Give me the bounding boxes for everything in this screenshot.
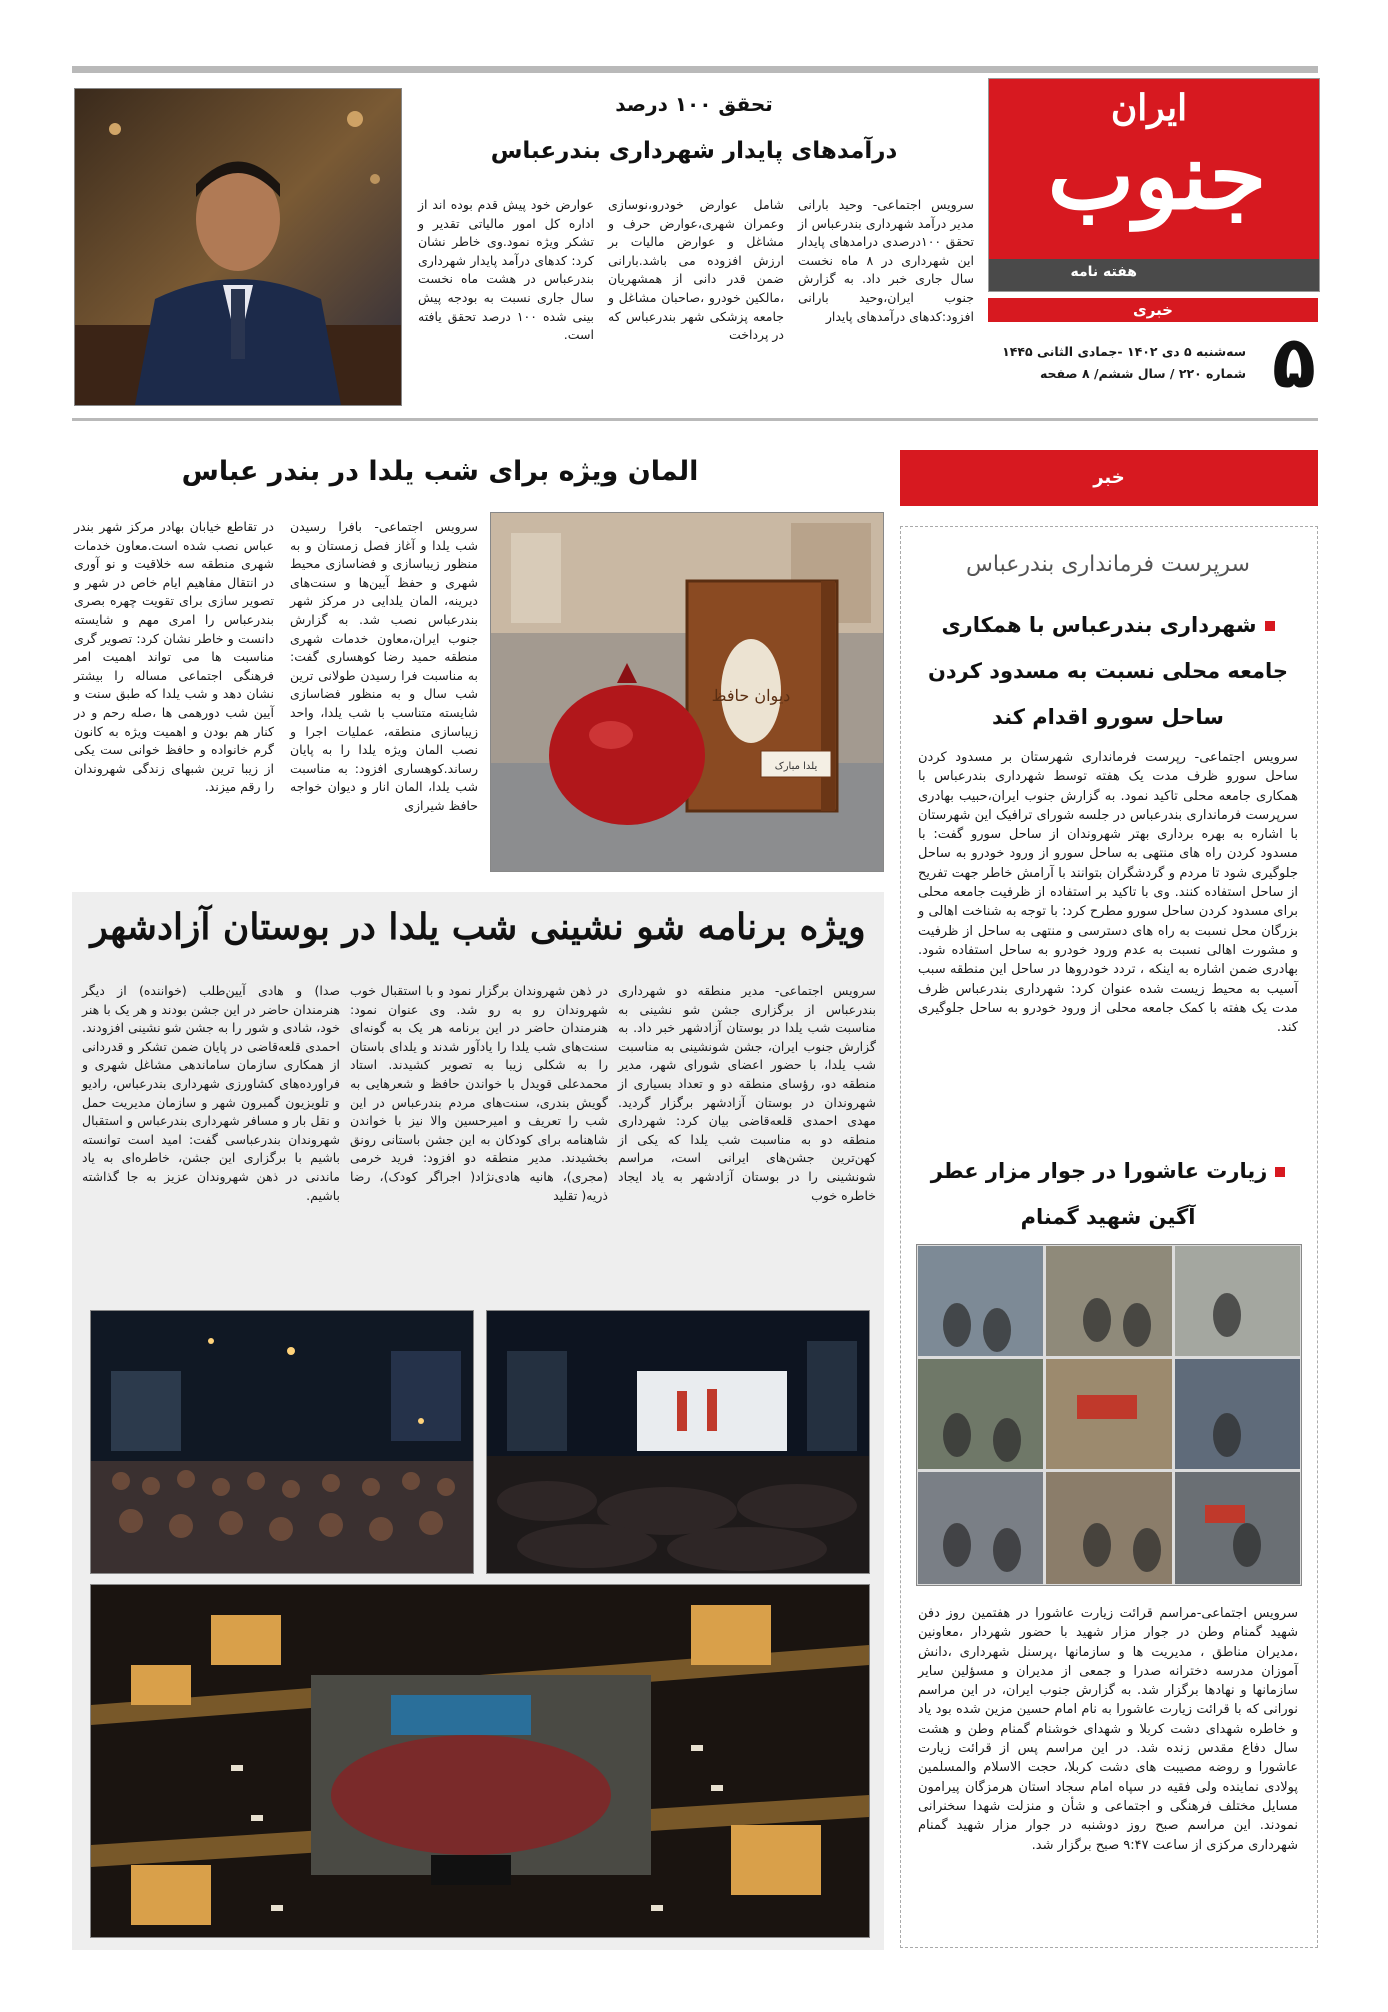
top-divider [72,418,1318,421]
masthead-logo: جنوب [1047,122,1267,230]
top-story-headline: درآمدهای پایدار شهرداری بندرعباس [490,138,898,164]
story1-headline [910,602,1306,740]
yalda-program-col3: صدا) و هادی آیین‌طلب (خواننده) از دیگر هنرمندان حاضر در این جشن بودند و هر یک با هنر خود، شادی و شور را به جشن شو نشینی افزودند. احمدی قلعه‌قاضی در پایان ضمن تشکر و قدردانی از همکاری سازمان ساماندهی مشاغل شهری و فراورده‌های کشاورزی شهرداری بندرعباس، رادیو و تلویزیون گمبرون شهر و سازمان مدیریت حمل و نقل بار و مسافر شهرداری بندرعباس و استقبال شهروندان بندرعباسی گفت: امید است توانسته باشیم با برگزاری این جشن، خاطره‌ای به یاد ماندنی در ذهن شهروندان عزیز به جا گذاشته باشیم. [82,983,340,1203]
weekly-label: هفته نامه [1070,264,1137,280]
weekly-label-bar [989,259,1319,291]
top-story-col1: سرویس اجتماعی- وحید بارانی مدیر درآمد شهرداری بندرعباس از تحقق ۱۰۰درصدی درامدهای پایدار این شهرداری در ۸ ماه نخست سال جاری خبر داد. به گزارش جنوب ایران،وحید بارانی افزود:کدهای درآمدهای پایدار [798,197,974,324]
yalda-element-col1: سرویس اجتماعی- بافرا رسیدن شب یلدا و آغاز فصل زمستان و به منظور زیباسازی و فضاسازی محیط شهری و حفظ آیین‌ها و سنت‌های دیرینه، المان یلدایی در مرکز شهر بندرعباس نصب شد. به گزارش جنوب ایران،معاون خدمات شهری منطقه حمید رضا کوهساری گفت: به مناسبت فرا رسیدن طولانی ترین شب سال و به منظور فضاسازی شایسته متناسب با شب یلدا، واحد زیباسازی منطقه، عملیات اجرا و نصب المان ویژه یلدا را به پایان رساند.کوهساری افزود: به مناسبت شب یلدا، المان انار و دیوان خواجه حافظ شیرازی [290,519,478,813]
top-story-col2: شامل عوارض خودرو،نوسازی وعمران شهری،عوارض حرف و مشاغل و عوارض مالیات بر ارزش افزوده می باشد.بارانی ضمن قدر دانی از همشهریان ،مالکین خودرو ،صاحبان مشاغل و جامعه پزشکی شهر بندرعباس که در پرداخت [608,197,784,343]
story2-bullet [1275,1167,1285,1177]
park-crowd-photo-left [90,1310,474,1574]
date-line: سه‌شنبه ۵ دی ۱۴۰۲ -جمادی الثانی ۱۴۴۵ [1002,344,1246,359]
section-tag-bar [988,298,1318,322]
page-number: ۵ [1272,320,1316,404]
story2-body: سرویس اجتماعی-مراسم قرائت زیارت عاشورا در هفتمین روز دفن شهید گمنام وطن در جوار مزار شهید با حضور شهردار ،معاونین ،مدیران مناطق ، مدیریت ها و سازمانها ،پرسنل شهرداری ،دانش آموزان مدرسه دخترانه صدرا و جمعی از مدیران و مسؤلین سایر سازمانها و نهادها برگزار شد. به گزارش جنوب ایران، در این مراسم نورانی که با قرائت زیارت عاشورا به نام امام حسین مزین شده بود یاد و خاطره شهدای دشت کربلا و شهدای خوشنام گمنام وطن و هشت سال دفاع مقدس زنده شد. در این مراسم پس از قرائت زیارت عاشورا و روضه مصیبت های دشت کربلا، حجت الاسلام والمسلمین پولادی نماینده ولی فقیه در سپاه امام سجاد استان هرمزگان پیرامون مسایل مختلف فرهنگی و اجتماعی و شأن و منزلت شهدا سخنرانی نمودند. این مراسم صبح روز دوشنبه در جوار مزار شهید گمنام شهرداری مرکزی از ساعت ۹:۴۷ صبح برگزار شد. [918,1606,1298,1853]
sign-small-text: یلدا مبارک [774,761,818,772]
issue-line: شماره ۲۲۰ / سال ششم/ ۸ صفحه [1039,366,1246,381]
issue-info [988,320,1318,410]
top-story-col3: عوارض خود پیش قدم بوده اند از اداره کل امور مالیاتی تقدیر و تشکر ویژه نمود.وی خاطر نشان کرد: کدهای درآمد پایدار شهرداری بندرعباس در هشت ماه نخست سال جاری نسبت به بودجه پیش بینی شده ۱۰۰ درصد تحقق یافته است. [418,197,594,343]
top-story [74,88,974,406]
story1-headline-text: شهرداری بندرعباس با همکاری جامعه محلی نسبت به مسدود کردن ساحل سورو اقدام کند [927,613,1289,729]
yalda-pomegranate-photo [490,512,884,872]
yalda-program-col1: سرویس اجتماعی- مدیر منطقه دو شهرداری بندرعباس از برگزاری جشن شو نشینی به مناسبت شب یلدا در بوستان آزادشهر خبر داد. به گزارش جنوب ایران، جشن شونشینی به مناسبت شب یلدا، با حضور اعضای شورای شهر، مدیر منطقه دو، رؤسای منطقه دو و تعداد بسیاری از شهروندان در بوستان آزادشهر برگزار گردید. مهدی احمدی قلعه‌قاضی بیان کرد: شهرداری منطقه دو به مناسبت شب یلدا که یکی از کهن‌ترین جشن‌های ایرانی است، مراسم شونشینی را در بوستان آزادشهر به یاد ایجاد خاطره خوب [618,983,876,1203]
story2-headline-text: زیارت عاشورا در جوار مزار عطر آگین شهید گمنام [930,1159,1268,1229]
story1-kicker: سرپرست فرمانداری بندرعباس [966,552,1250,577]
ashura-collage-photo [916,1244,1302,1586]
story1-bullet [1265,621,1275,631]
masthead [988,78,1320,292]
yalda-program-col2: در ذهن شهروندان برگزار نمود و با استقبال خوب شهروندان رو به رو شد. وی عنوان نمود: هنرمندان حاضر در این برنامه هر یک به گونه‌ای سنت‌های شب یلدا را یادآور شدند و یلدای باستان را به شکلی زیبا به تصویر کشیدند. استاد محمدعلی قویدل با خواندن حافظ و شعرهایی به گویش بندری، سنت‌های مردم بندرعباس در این شب را تعریف و امیرحسین والا نیز با خواندن شاهنامه برای کودکان به این جشن باستانی رونق بخشیدند. مدیر منطقه دو افزود: فرید خرمی (مجری)، هانیه هادی‌نژاد( اجراگر کودک)، رضا ذریه( تقلید [350,983,608,1203]
park-stage-photo-right [486,1310,870,1574]
top-story-kicker: تحقق ۱۰۰ درصد [615,92,773,116]
top-rule [72,66,1318,73]
yalda-element-col2: در تقاطع خیابان بهادر مرکز شهر بندر عباس نصب شده است.معاون خدمات شهری منطقه سه خلاقیت و نو آوری در انتقال مفاهیم ایام خاص در شهر و تصویر سازی برای تقویت چهره بصری بندرعباس را امری مهم و شایسته دانست و خاطر نشان کرد: تصویر گری مناسبت ها می تواند اهمیت امر فرهنگی اجتماعی مساله را بیشتر نشان دهد و شب یلدا که طبق سنت و آیین شب دورهمی ها ،صله رحم و در کنار هم بودن و اهمیت ویژه به کانون گرم خانواده و حافظ خوانی ست یکی از زیبا ترین شبهای زندگی شهروندان را رقم میزند. [74,519,274,795]
section-tag: خبری [1132,301,1173,319]
sign-text: دیوان حافظ [711,686,791,705]
park-aerial-photo [90,1584,870,1938]
yalda-program-headline: ویژه برنامه شو نشینی شب یلدا در بوستان آزادشهر [90,906,866,948]
masthead-logo-sub: ایران [1110,87,1188,129]
story2-headline [910,1148,1306,1240]
story1-body: سرویس اجتماعی- رپرست فرمانداری شهرستان بر مسدود کردن ساحل سورو ظرف مدت یک هفته توسط شهرداری بندرعباس با همکاری جامعه محلی تاکید نمود. به گزارش جنوب ایران،حبیب بهادری سرپرست فرمانداری بندرعباس در جلسه شورای ترافیک این شهرستان با اشاره به بهره برداری بهتر شهروندان از ساحل سورو گفت: با مسدود کردن راه های منتهی به ساحل سورو از ورود خودرو به ساحل جلوگیری شود تا مردم و گردشگران بتوانند با آرامش خاطر جهت تفریح از ساحل استفاده کنند. وی با تاکید بر استفاده از ظرفیت جامعه محلی برای مسدود کردن ساحل سورو مطرح کرد: با توجه به شناخت اهالی و بزرگان محل نسبت به راه های دسترسی و منتهی به ساحل از ظرفیت و مشورت اهالی نسبت به عدم ورود خودرو به ساحل استفاده شود. بهادری ضمن اشاره به اینکه ، تردد خودروها در ساحل این منطقه سبب آسیب به محیط زیست شده عنوان کرد: شهرداری بندرعباس ظرف مدت یک هفته با کمک جامعه محلی از ورود خودرو به ساحل جلوگیری کند. [918,750,1298,1036]
yalda-element-headline: المان ویژه برای شب یلدا در بندر عباس [181,456,699,487]
right-section-banner [900,450,1318,506]
right-section-label: خبر [1093,467,1125,488]
official-portrait-photo [74,88,402,406]
